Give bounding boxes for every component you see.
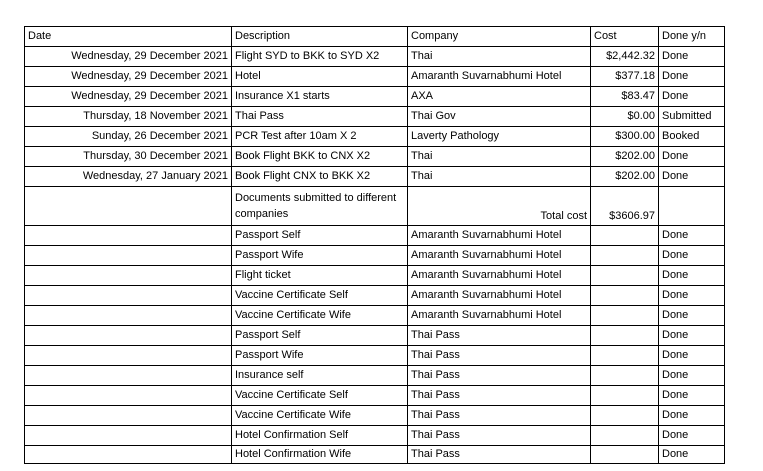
expense-date[interactable]: Thursday, 18 November 2021 — [25, 107, 232, 127]
expense-row — [25, 47, 725, 67]
expense-description[interactable]: Book Flight CNX to BKK X2 — [232, 167, 408, 187]
expense-description[interactable]: Hotel — [232, 67, 408, 87]
document-date-cell[interactable] — [25, 366, 232, 386]
total-cost-label[interactable]: Total cost — [408, 187, 591, 226]
document-company[interactable]: Thai Pass — [408, 426, 591, 446]
expense-cost[interactable]: $2,442.32 — [591, 47, 659, 67]
expense-cost[interactable]: $202.00 — [591, 147, 659, 167]
expense-description[interactable]: Thai Pass — [232, 107, 408, 127]
document-date-cell[interactable] — [25, 226, 232, 246]
document-done[interactable]: Done — [659, 426, 725, 446]
document-cost-cell[interactable] — [591, 446, 659, 464]
document-done[interactable]: Done — [659, 406, 725, 426]
expense-description[interactable]: Flight SYD to BKK to SYD X2 — [232, 47, 408, 67]
header-company[interactable]: Company — [408, 27, 591, 47]
expense-cost[interactable]: $83.47 — [591, 87, 659, 107]
document-date-cell[interactable] — [25, 426, 232, 446]
expense-company[interactable]: AXA — [408, 87, 591, 107]
expense-date[interactable]: Wednesday, 29 December 2021 — [25, 47, 232, 67]
expense-company[interactable]: Thai Gov — [408, 107, 591, 127]
document-cost-cell[interactable] — [591, 426, 659, 446]
expense-cost[interactable]: $300.00 — [591, 127, 659, 147]
expense-company[interactable]: Thai — [408, 47, 591, 67]
document-date-cell[interactable] — [25, 326, 232, 346]
document-company[interactable]: Amaranth Suvarnabhumi Hotel — [408, 266, 591, 286]
document-cost-cell[interactable] — [591, 266, 659, 286]
document-description[interactable]: Vaccine Certificate Wife — [232, 306, 408, 326]
document-cost-cell[interactable] — [591, 306, 659, 326]
expense-row — [25, 147, 725, 167]
expense-done[interactable]: Done — [659, 67, 725, 87]
travel-expense-sheet — [24, 26, 725, 464]
expense-done[interactable]: Done — [659, 87, 725, 107]
document-company[interactable]: Amaranth Suvarnabhumi Hotel — [408, 286, 591, 306]
document-row — [25, 426, 725, 446]
document-row — [25, 246, 725, 266]
header-done[interactable]: Done y/n — [659, 27, 725, 47]
document-row — [25, 446, 725, 464]
document-description[interactable]: Vaccine Certificate Wife — [232, 406, 408, 426]
expense-cost[interactable]: $202.00 — [591, 167, 659, 187]
document-description[interactable]: Passport Self — [232, 226, 408, 246]
document-description[interactable]: Flight ticket — [232, 266, 408, 286]
document-cost-cell[interactable] — [591, 386, 659, 406]
document-row — [25, 346, 725, 366]
expense-company[interactable]: Laverty Pathology — [408, 127, 591, 147]
document-row — [25, 226, 725, 246]
document-description[interactable]: Vaccine Certificate Self — [232, 386, 408, 406]
expense-done[interactable]: Done — [659, 47, 725, 67]
expense-done[interactable]: Done — [659, 147, 725, 167]
document-cost-cell[interactable] — [591, 406, 659, 426]
expense-date[interactable]: Wednesday, 29 December 2021 — [25, 87, 232, 107]
document-description[interactable]: Hotel Confirmation Wife — [232, 446, 408, 464]
document-date-cell[interactable] — [25, 406, 232, 426]
expense-row — [25, 67, 725, 87]
expense-description[interactable]: Insurance X1 starts — [232, 87, 408, 107]
document-cost-cell[interactable] — [591, 326, 659, 346]
expense-row — [25, 127, 725, 147]
document-cost-cell[interactable] — [591, 226, 659, 246]
header-cost[interactable]: Cost — [591, 27, 659, 47]
document-company[interactable]: Amaranth Suvarnabhumi Hotel — [408, 246, 591, 266]
documents-section-label[interactable]: Documents submitted to different companies — [232, 187, 408, 226]
expense-cost[interactable]: $377.18 — [591, 67, 659, 87]
document-date-cell[interactable] — [25, 266, 232, 286]
document-company[interactable]: Amaranth Suvarnabhumi Hotel — [408, 226, 591, 246]
document-row — [25, 406, 725, 426]
header-description[interactable]: Description — [232, 27, 408, 47]
summary-row — [25, 187, 725, 226]
document-date-cell[interactable] — [25, 246, 232, 266]
expense-company[interactable]: Amaranth Suvarnabhumi Hotel — [408, 67, 591, 87]
document-done[interactable]: Done — [659, 286, 725, 306]
expense-date[interactable]: Wednesday, 27 January 2021 — [25, 167, 232, 187]
document-done[interactable]: Done — [659, 366, 725, 386]
document-row — [25, 286, 725, 306]
document-cost-cell[interactable] — [591, 286, 659, 306]
document-description[interactable]: Hotel Confirmation Self — [232, 426, 408, 446]
expense-table — [24, 26, 725, 464]
document-description[interactable]: Insurance self — [232, 366, 408, 386]
document-row — [25, 266, 725, 286]
expense-date[interactable]: Sunday, 26 December 2021 — [25, 127, 232, 147]
document-date-cell[interactable] — [25, 346, 232, 366]
header-row — [25, 27, 725, 47]
document-date-cell[interactable] — [25, 306, 232, 326]
document-cost-cell[interactable] — [591, 246, 659, 266]
summary-done-cell[interactable] — [659, 187, 725, 226]
document-done[interactable]: Done — [659, 346, 725, 366]
document-row — [25, 366, 725, 386]
expense-row — [25, 107, 725, 127]
document-description[interactable]: Passport Wife — [232, 346, 408, 366]
document-done[interactable]: Done — [659, 266, 725, 286]
document-date-cell[interactable] — [25, 446, 232, 464]
document-company[interactable]: Thai Pass — [408, 366, 591, 386]
expense-row — [25, 167, 725, 187]
document-description[interactable]: Passport Self — [232, 326, 408, 346]
document-row — [25, 326, 725, 346]
header-date[interactable]: Date — [25, 27, 232, 47]
expense-description[interactable]: Book Flight BKK to CNX X2 — [232, 147, 408, 167]
document-description[interactable]: Vaccine Certificate Self — [232, 286, 408, 306]
expense-company[interactable]: Thai — [408, 147, 591, 167]
document-done[interactable]: Done — [659, 446, 725, 464]
total-cost-value[interactable]: $3606.97 — [591, 187, 659, 226]
expense-date[interactable]: Thursday, 30 December 2021 — [25, 147, 232, 167]
expense-company[interactable]: Thai — [408, 167, 591, 187]
document-done[interactable]: Done — [659, 306, 725, 326]
document-company[interactable]: Thai Pass — [408, 346, 591, 366]
document-done[interactable]: Done — [659, 226, 725, 246]
expense-cost[interactable]: $0.00 — [591, 107, 659, 127]
document-description[interactable]: Passport Wife — [232, 246, 408, 266]
expense-done[interactable]: Done — [659, 167, 725, 187]
document-done[interactable]: Done — [659, 326, 725, 346]
document-company[interactable]: Amaranth Suvarnabhumi Hotel — [408, 306, 591, 326]
document-company[interactable]: Thai Pass — [408, 326, 591, 346]
document-company[interactable]: Thai Pass — [408, 446, 591, 464]
document-cost-cell[interactable] — [591, 346, 659, 366]
document-company[interactable]: Thai Pass — [408, 406, 591, 426]
expense-done[interactable]: Submitted — [659, 107, 725, 127]
expense-row — [25, 87, 725, 107]
document-company[interactable]: Thai Pass — [408, 386, 591, 406]
document-row — [25, 386, 725, 406]
expense-description[interactable]: PCR Test after 10am X 2 — [232, 127, 408, 147]
expense-date[interactable]: Wednesday, 29 December 2021 — [25, 67, 232, 87]
summary-empty-cell[interactable] — [25, 187, 232, 226]
expense-done[interactable]: Booked — [659, 127, 725, 147]
document-done[interactable]: Done — [659, 386, 725, 406]
document-row — [25, 306, 725, 326]
document-cost-cell[interactable] — [591, 366, 659, 386]
document-date-cell[interactable] — [25, 386, 232, 406]
document-date-cell[interactable] — [25, 286, 232, 306]
document-done[interactable]: Done — [659, 246, 725, 266]
